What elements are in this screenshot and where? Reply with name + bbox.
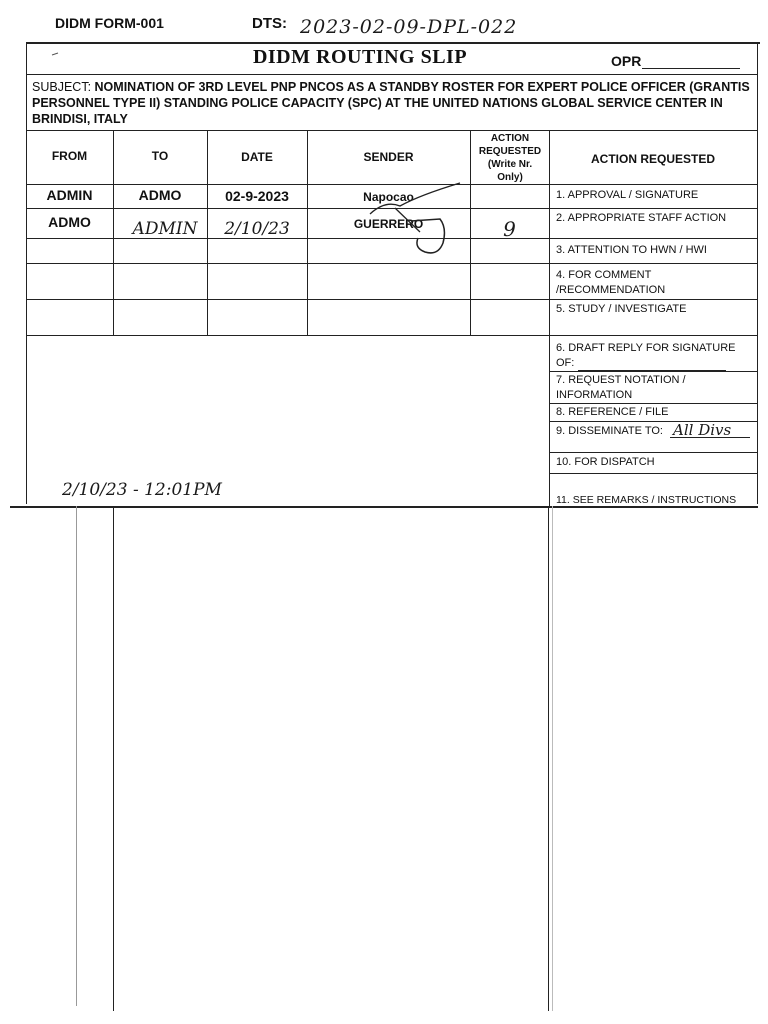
subject-text: NOMINATION OF 3RD LEVEL PNP PNCOS AS A STANDBY ROSTER FOR EXPERT POLICE OFFICER (GRANTIS PERSONNEL TYPE II) STANDING POLICE CAPACITY (SPC) AT THE UNITED NATIONS GLOBAL SERVICE CENTER IN BRINDISI, ITALY bbox=[32, 80, 750, 126]
action-item-4: 4. FOR COMMENT /RECOMMENDATION bbox=[556, 269, 666, 296]
row2-from: ADMO bbox=[48, 214, 91, 230]
corner-mark bbox=[52, 53, 58, 55]
sender-signature bbox=[411, 219, 444, 253]
row1-to: ADMO bbox=[138, 187, 182, 203]
row2-action-nr: 9 bbox=[503, 217, 516, 241]
col-header-date: DATE bbox=[241, 150, 273, 164]
action-item-9: 9. DISSEMINATE TO: bbox=[556, 425, 663, 437]
row1-from: ADMIN bbox=[46, 187, 93, 203]
handwritten-timestamp: 2/10/23 - 12:01PM bbox=[62, 480, 222, 500]
form-number: DIDM FORM-001 bbox=[55, 15, 164, 31]
action-item-7: 7. REQUEST NOTATION / INFORMATION bbox=[556, 374, 686, 401]
action-item-2: 2. APPROPRIATE STAFF ACTION bbox=[556, 212, 727, 224]
dts-label: DTS: bbox=[252, 15, 287, 32]
row2-sender: GUERRERO bbox=[353, 217, 424, 231]
col-header-to: TO bbox=[151, 149, 169, 163]
action-item-8: 8. REFERENCE / FILE bbox=[556, 406, 669, 418]
dts-value: 2023-02-09-DPL-022 bbox=[300, 16, 518, 38]
row2-date: 2/10/23 bbox=[224, 219, 290, 239]
action-item-5: 5. STUDY / INVESTIGATE bbox=[556, 303, 687, 315]
opr-label: OPR bbox=[611, 53, 642, 69]
col-header-from: FROM bbox=[51, 149, 88, 163]
col-header-action: ACTION REQUESTED bbox=[590, 152, 715, 166]
action-item-11: 11. SEE REMARKS / INSTRUCTIONS bbox=[556, 494, 737, 506]
action-item-1: 1. APPROVAL / SIGNATURE bbox=[556, 189, 699, 201]
row1-sender: Napocao bbox=[363, 190, 414, 204]
action-item-6: 6. DRAFT REPLY FOR SIGNATURE OF: bbox=[556, 342, 736, 369]
sender-check-mark bbox=[370, 183, 460, 214]
row1-date: 02-9-2023 bbox=[225, 188, 289, 204]
col-header-action-nr: ACTION REQUESTED (Write Nr. Only) bbox=[478, 133, 542, 183]
col-header-sender: SENDER bbox=[363, 150, 414, 164]
form-title: DIDM ROUTING SLIP bbox=[252, 46, 468, 68]
action-item-10: 10. FOR DISPATCH bbox=[556, 456, 655, 468]
action-item-3: 3. ATTENTION TO HWN / HWI bbox=[556, 244, 707, 256]
subject-label: SUBJECT: bbox=[32, 80, 92, 94]
disseminate-to-value: All Divs bbox=[673, 421, 732, 439]
row2-to: ADMIN bbox=[132, 219, 198, 239]
